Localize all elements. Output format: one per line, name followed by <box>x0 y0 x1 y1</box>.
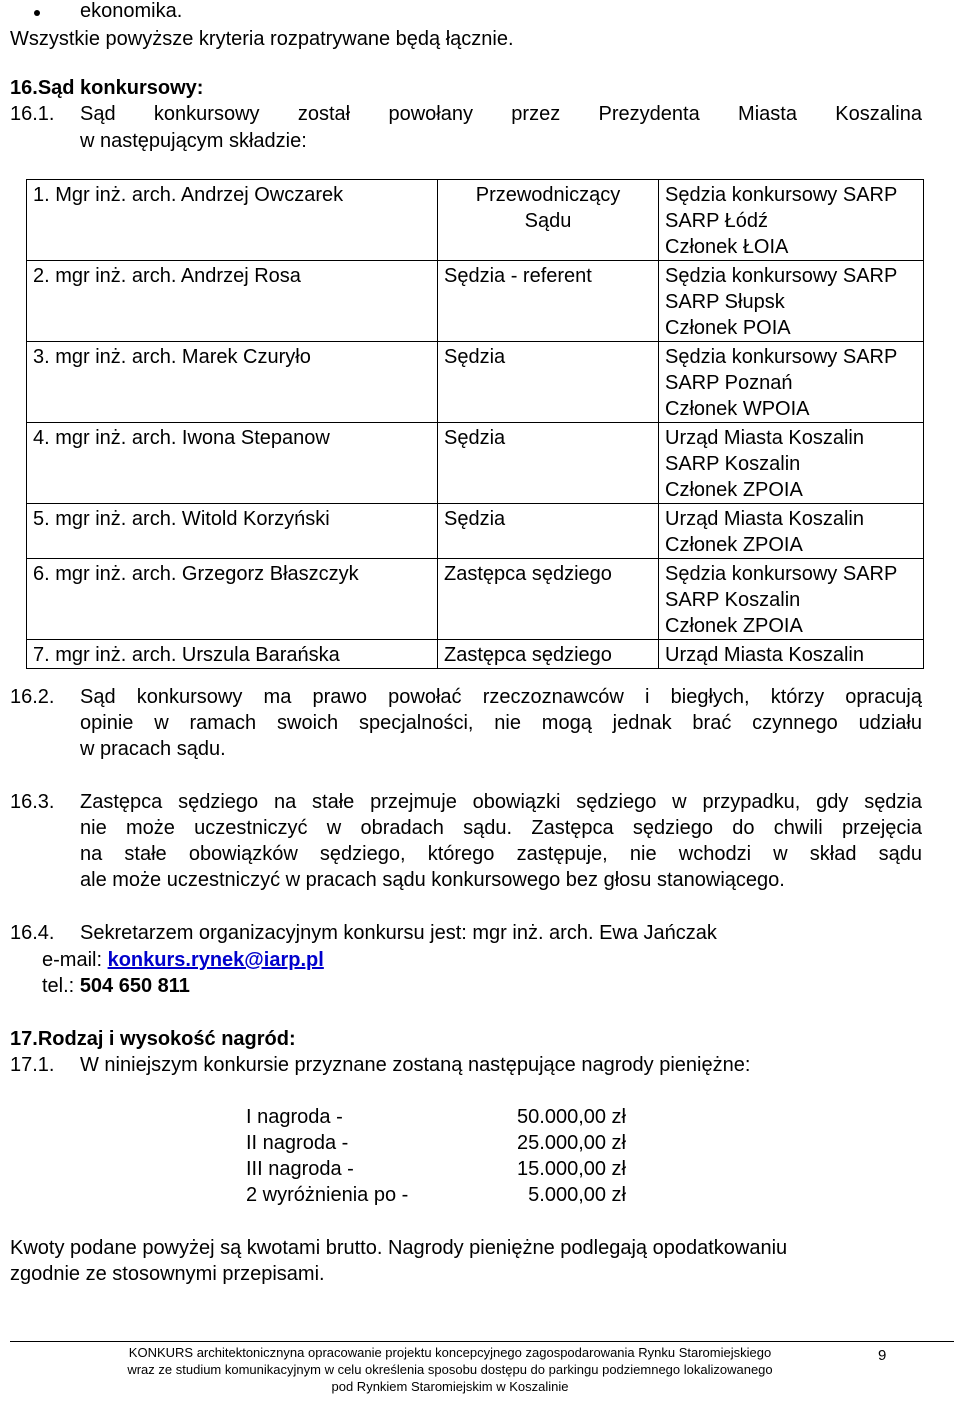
affiliation-line: Urząd Miasta Koszalin <box>665 508 864 530</box>
contact-email-row <box>42 949 324 972</box>
paragraph-16-3-line1: Zastępca sędziego na stałe przejmuje obowiązki sędziego w przypadku, gdy sędzia <box>80 791 922 813</box>
jury-member-affiliation <box>659 261 924 342</box>
affiliation-line: Członek ZPOIA <box>665 479 803 501</box>
section-16-number: 16. <box>10 77 38 99</box>
paragraph-16-2-line1: Sąd konkursowy ma prawo powołać rzeczoznawców i biegłych, którzy opracują <box>80 686 922 708</box>
prize-label: I nagroda - <box>246 1106 343 1128</box>
prize-label: III nagroda - <box>246 1158 354 1180</box>
footer-line3: pod Rynkiem Staromiejskim w Koszalinie <box>331 1379 569 1394</box>
jury-row <box>27 640 924 669</box>
criteria-note: Wszystkie powyższe kryteria rozpatrywane będą łącznie. <box>10 28 514 50</box>
jury-row <box>27 342 924 423</box>
affiliation-line: SARP Koszalin <box>665 453 801 475</box>
prize-label: 2 wyróżnienia po - <box>246 1184 409 1206</box>
prize-amount: 25.000,00 zł <box>517 1132 626 1154</box>
bullet-dot <box>34 10 40 16</box>
jury-member-role <box>438 559 659 640</box>
contact-phone-row <box>42 975 190 998</box>
paragraph-16-3-number: 16.3. <box>10 791 55 813</box>
affiliation-line: Urząd Miasta Koszalin <box>665 644 864 666</box>
affiliation-line: Sędzia konkursowy SARP <box>665 265 898 287</box>
jury-member-role <box>438 640 659 669</box>
affiliation-line: Członek ZPOIA <box>665 534 803 556</box>
prize-label: II nagroda - <box>246 1132 349 1154</box>
paragraph-16-1-number: 16.1. <box>10 103 55 125</box>
role-line: Zastępca sędziego <box>444 563 612 585</box>
paragraph-16-1-line1: Sąd konkursowy został powołany przez Prezydenta Miasta Koszalina <box>80 103 922 125</box>
paragraph-16-4-number: 16.4. <box>10 922 55 944</box>
footer-line2: wraz ze studium komunikacyjnym w celu określenia sposobu dostępu do parkingu podziemnego lokalizowanego <box>127 1362 773 1377</box>
role-line: Sędzia <box>444 427 506 449</box>
footer-divider <box>10 1341 954 1342</box>
jury-member-name: 4. mgr inż. arch. Iwona Stepanow <box>27 423 438 504</box>
prize-row <box>246 1106 626 1132</box>
closing-line2: zgodnie ze stosownymi przepisami. <box>10 1263 325 1285</box>
affiliation-line: Członek WPOIA <box>665 398 810 420</box>
role-line: Sędzia - referent <box>444 265 592 287</box>
jury-member-name: 5. mgr inż. arch. Witold Korzyński <box>27 504 438 559</box>
closing-line1: Kwoty podane powyżej są kwotami brutto. Nagrody pieniężne podlegają opodatkowaniu <box>10 1237 788 1259</box>
affiliation-line: Członek ŁOIA <box>665 236 789 258</box>
jury-member-affiliation <box>659 504 924 559</box>
jury-row <box>27 423 924 504</box>
jury-table <box>26 179 924 669</box>
jury-row <box>27 559 924 640</box>
section-17-heading <box>10 1028 296 1051</box>
role-line: Zastępca sędziego <box>444 644 612 666</box>
paragraph-16-1-line2: w następującym składzie: <box>80 130 307 152</box>
page-number: 9 <box>878 1347 887 1364</box>
paragraph-16-3-line2: nie może uczestniczyć w obradach sądu. Zastępca sędziego do chwili przejęcia <box>80 817 922 839</box>
paragraph-17-1-number: 17.1. <box>10 1054 55 1076</box>
jury-row <box>27 180 924 261</box>
paragraph-16-3-line4: ale może uczestniczyć w pracach sądu konkursowego bez głosu stanowiącego. <box>80 869 785 891</box>
jury-member-role <box>438 423 659 504</box>
affiliation-line: SARP Łódź <box>665 210 769 232</box>
affiliation-line: SARP Słupsk <box>665 291 785 313</box>
paragraph-16-2-number: 16.2. <box>10 686 55 708</box>
paragraph-16-3-line3: na stałe obowiązków sędziego, którego zastępuje, nie wchodzi w skład sądu <box>80 843 922 865</box>
jury-member-role <box>438 504 659 559</box>
page-footer <box>40 1344 860 1395</box>
jury-member-name: 6. mgr inż. arch. Grzegorz Błaszczyk <box>27 559 438 640</box>
affiliation-line: Członek ZPOIA <box>665 615 803 637</box>
section-16-heading <box>10 77 203 100</box>
jury-member-name: 7. mgr inż. arch. Urszula Barańska <box>27 640 438 669</box>
jury-member-affiliation <box>659 180 924 261</box>
jury-member-role <box>438 261 659 342</box>
jury-member-role <box>438 180 659 261</box>
role-line: Przewodniczący <box>475 184 621 206</box>
prize-amount: 50.000,00 zł <box>517 1106 626 1128</box>
paragraph-17-1-text: W niniejszym konkursie przyznane zostaną następujące nagrody pieniężne: <box>80 1054 751 1076</box>
email-link[interactable]: konkurs.rynek@iarp.pl <box>107 949 324 971</box>
prize-row <box>246 1158 626 1184</box>
affiliation-line: Urząd Miasta Koszalin <box>665 427 864 449</box>
jury-member-affiliation <box>659 423 924 504</box>
section-17-number: 17. <box>10 1028 38 1050</box>
affiliation-line: SARP Koszalin <box>665 589 801 611</box>
affiliation-line: Sędzia konkursowy SARP <box>665 563 898 585</box>
section-16-title: Sąd konkursowy: <box>37 77 204 99</box>
role-line: Sądu <box>524 210 572 232</box>
affiliation-line: Sędzia konkursowy SARP <box>665 346 898 368</box>
jury-member-role <box>438 342 659 423</box>
phone-label: tel.: <box>42 975 75 997</box>
prize-amount: 15.000,00 zł <box>517 1158 626 1180</box>
affiliation-line: Sędzia konkursowy SARP <box>665 184 898 206</box>
role-line: Sędzia <box>444 508 506 530</box>
jury-row <box>27 261 924 342</box>
paragraph-16-2-line3: w pracach sądu. <box>80 738 226 760</box>
jury-member-name: 3. mgr inż. arch. Marek Czuryło <box>27 342 438 423</box>
affiliation-line: Członek POIA <box>665 317 791 339</box>
paragraph-16-4-text: Sekretarzem organizacyjnym konkursu jest: mgr inż. arch. Ewa Jańczak <box>80 922 717 944</box>
phone-number: 504 650 811 <box>79 975 190 997</box>
prize-row <box>246 1132 626 1158</box>
jury-member-name: 2. mgr inż. arch. Andrzej Rosa <box>27 261 438 342</box>
section-17-title: Rodzaj i wysokość nagród: <box>37 1028 296 1050</box>
prize-amount: 5.000,00 zł <box>528 1184 626 1206</box>
jury-member-affiliation <box>659 559 924 640</box>
paragraph-16-2-line2: opinie w ramach swoich specjalności, nie mogą jednak brać czynnego udziału <box>80 712 922 734</box>
footer-line1: KONKURS architektonicznyna opracowanie projektu koncepcyjnego zagospodarowania Rynku Staromiejskiego <box>128 1345 772 1360</box>
bullet-item-text: ekonomika. <box>80 0 183 22</box>
affiliation-line: SARP Poznań <box>665 372 793 394</box>
jury-member-name: 1. Mgr inż. arch. Andrzej Owczarek <box>27 180 438 261</box>
jury-member-affiliation <box>659 342 924 423</box>
email-label: e-mail: <box>42 949 103 971</box>
jury-member-affiliation <box>659 640 924 669</box>
role-line: Sędzia <box>444 346 506 368</box>
jury-row <box>27 504 924 559</box>
prize-row <box>246 1184 626 1210</box>
